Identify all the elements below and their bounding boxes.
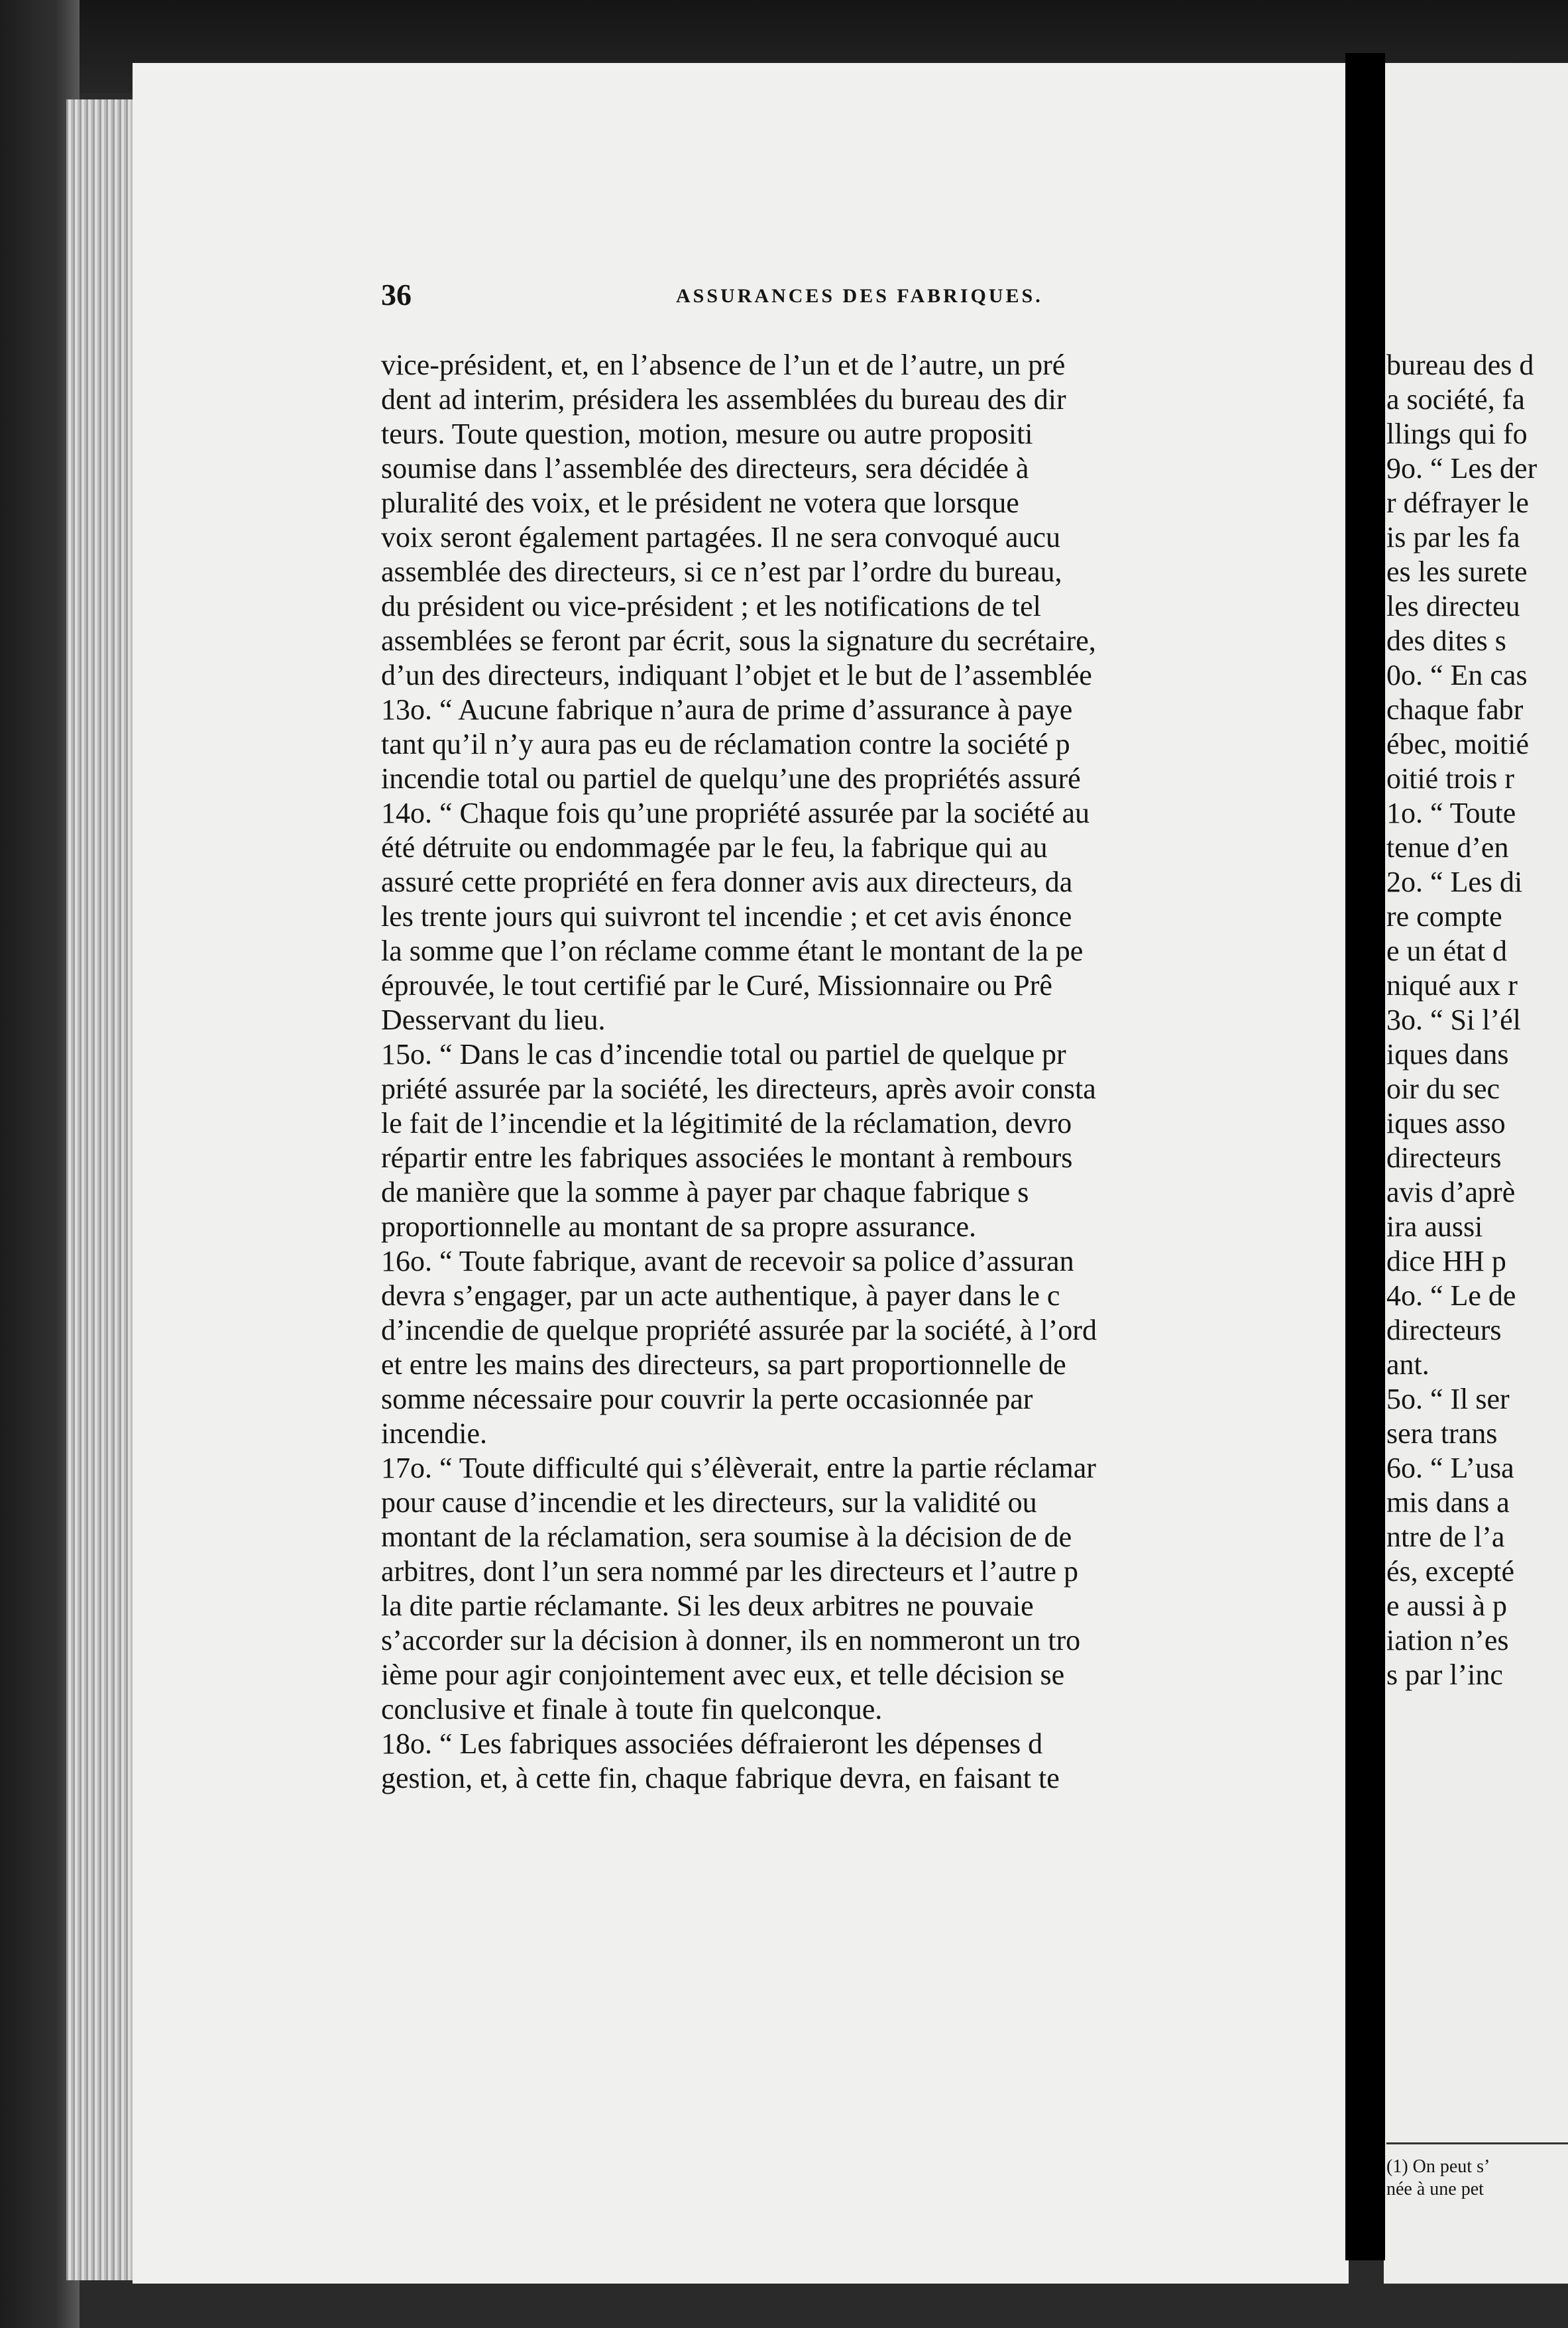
- text-line: répartir entre les fabriques associées le montant à rembours: [381, 1141, 1073, 1174]
- page-edges: [66, 99, 139, 2280]
- text-line: 2o. “ Les di: [1386, 866, 1523, 898]
- text-line: 17o. “ Toute difficulté qui s’élèverait, entre la partie réclamar: [381, 1452, 1096, 1484]
- text-line: iation n’es: [1386, 1624, 1509, 1657]
- text-line: bureau des d: [1386, 349, 1534, 381]
- text-line: ébec, moitié: [1386, 728, 1530, 760]
- text-line: vice-président, et, en l’absence de l’un et de l’autre, un pré: [381, 349, 1066, 381]
- text-line: les trente jours qui suivront tel incendie ; et cet avis énonce: [381, 900, 1072, 933]
- text-line: tant qu’il n’y aura pas eu de réclamation contre la société p: [381, 728, 1070, 760]
- text-line: 3o. “ Si l’él: [1386, 1004, 1521, 1036]
- text-line: incendie total ou partiel de quelqu’une des propriétés assuré: [381, 762, 1081, 795]
- text-line: oir du sec: [1386, 1073, 1500, 1105]
- text-line: e un état d: [1386, 935, 1508, 967]
- text-line: és, excepté: [1386, 1555, 1514, 1588]
- book-gutter: [1345, 53, 1385, 2260]
- text-line: 16o. “ Toute fabrique, avant de recevoir sa police d’assuran: [381, 1245, 1074, 1277]
- text-line: ira aussi: [1386, 1210, 1483, 1243]
- text-line: 0o. “ En cas: [1386, 659, 1528, 691]
- text-line: iques dans: [1386, 1038, 1509, 1071]
- text-line: is par les fa: [1386, 521, 1520, 553]
- text-line: s par l’inc: [1386, 1659, 1503, 1691]
- text-line: assemblées se feront par écrit, sous la signature du secrétaire,: [381, 624, 1096, 657]
- text-line: montant de la réclamation, sera soumise à la décision de de: [381, 1521, 1072, 1553]
- text-line: 13o. “ Aucune fabrique n’aura de prime d’assurance à paye: [381, 693, 1073, 726]
- text-line: arbitres, dont l’un sera nommé par les directeurs et l’autre p: [381, 1555, 1078, 1588]
- text-line: re compte: [1386, 900, 1502, 933]
- text-line: sera trans: [1386, 1417, 1498, 1450]
- text-line: niqué aux r: [1386, 969, 1518, 1002]
- text-line: avis d’aprè: [1386, 1176, 1516, 1208]
- text-line: assemblée des directeurs, si ce n’est par l’ordre du bureau,: [381, 555, 1062, 588]
- text-line: a société, fa: [1386, 383, 1525, 416]
- text-line: et entre les mains des directeurs, sa part proportionnelle de: [381, 1348, 1066, 1381]
- text-line: ant.: [1386, 1348, 1429, 1381]
- text-line: iques asso: [1386, 1107, 1506, 1139]
- text-line: 15o. “ Dans le cas d’incendie total ou partiel de quelque pr: [381, 1038, 1066, 1071]
- text-line: d’incendie de quelque propriété assurée par la société, à l’ord: [381, 1314, 1097, 1346]
- text-line: 4o. “ Le de: [1386, 1279, 1516, 1312]
- text-line: soumise dans l’assemblée des directeurs, sera décidée à: [381, 452, 1029, 485]
- text-line: gestion, et, à cette fin, chaque fabrique devra, en faisant te: [381, 1762, 1060, 1794]
- footnote-line: (1) On peut s’: [1386, 2156, 1490, 2177]
- text-line: 14o. “ Chaque fois qu’une propriété assurée par la société au: [381, 797, 1090, 829]
- text-line: éprouvée, le tout certifié par le Curé, Missionnaire ou Prê: [381, 969, 1052, 1002]
- text-line: Desservant du lieu.: [381, 1004, 606, 1036]
- text-line: directeurs: [1386, 1141, 1502, 1174]
- text-line: incendie.: [381, 1417, 488, 1450]
- page-number: 36: [381, 278, 412, 312]
- text-line: pluralité des voix, et le président ne votera que lorsque: [381, 487, 1019, 519]
- text-line: le fait de l’incendie et la légitimité de la réclamation, devro: [381, 1107, 1072, 1139]
- text-line: la dite partie réclamante. Si les deux arbitres ne pouvaie: [381, 1590, 1034, 1622]
- text-line: ième pour agir conjointement avec eux, et telle décision se: [381, 1659, 1065, 1691]
- text-line: 9o. “ Les der: [1386, 452, 1538, 485]
- text-line: r défrayer le: [1386, 487, 1529, 519]
- text-line: été détruite ou endommagée par le feu, la fabrique qui au: [381, 831, 1048, 864]
- text-line: les directeu: [1386, 590, 1520, 622]
- page-header: [381, 277, 1345, 317]
- text-line: mis dans a: [1386, 1486, 1510, 1519]
- text-line: directeurs: [1386, 1314, 1502, 1346]
- text-line: d’un des directeurs, indiquant l’objet et le but de l’assemblée: [381, 659, 1092, 691]
- text-line: es les surete: [1386, 555, 1528, 588]
- text-line: voix seront également partagées. Il ne sera convoqué aucu: [381, 521, 1061, 553]
- text-line: s’accorder sur la décision à donner, ils en nommeront un tro: [381, 1624, 1081, 1657]
- text-line: de manière que la somme à payer par chaque fabrique s: [381, 1176, 1029, 1208]
- text-line: priété assurée par la société, les directeurs, après avoir consta: [381, 1073, 1096, 1105]
- text-line: pour cause d’incendie et les directeurs, sur la validité ou: [381, 1486, 1037, 1519]
- text-line: e aussi à p: [1386, 1590, 1508, 1622]
- footnote-line: née à une pet: [1386, 2179, 1484, 2199]
- text-line: dice HH p: [1386, 1245, 1506, 1277]
- right-page-body-text: [1386, 348, 1568, 1692]
- text-line: assuré cette propriété en fera donner avis aux directeurs, da: [381, 866, 1073, 898]
- text-line: teurs. Toute question, motion, mesure ou autre propositi: [381, 418, 1033, 450]
- right-page-footnote: [1386, 2156, 1568, 2201]
- text-line: du président ou vice-président ; et les notifications de tel: [381, 590, 1041, 622]
- text-line: proportionnelle au montant de sa propre assurance.: [381, 1210, 977, 1243]
- text-line: 6o. “ L’usa: [1386, 1452, 1514, 1484]
- text-line: 18o. “ Les fabriques associées défraieront les dépenses d: [381, 1727, 1043, 1760]
- text-line: des dites s: [1386, 624, 1506, 657]
- text-line: dent ad interim, présidera les assemblées du bureau des dir: [381, 383, 1066, 416]
- text-line: chaque fabr: [1386, 693, 1524, 726]
- text-line: devra s’engager, par un acte authentique, à payer dans le c: [381, 1279, 1060, 1312]
- text-line: llings qui fo: [1386, 418, 1528, 450]
- running-title: ASSURANCES DES FABRIQUES.: [676, 285, 1043, 307]
- text-line: conclusive et finale à toute fin quelconque.: [381, 1693, 883, 1725]
- text-line: 1o. “ Toute: [1386, 797, 1516, 829]
- footnote-rule: [1386, 2142, 1568, 2144]
- text-line: 5o. “ Il ser: [1386, 1383, 1510, 1415]
- left-page-body-text: [381, 348, 1345, 1796]
- text-line: tenue d’en: [1386, 831, 1509, 864]
- text-line: ntre de l’a: [1386, 1521, 1505, 1553]
- text-line: somme nécessaire pour couvrir la perte occasionnée par: [381, 1383, 1033, 1415]
- text-line: oitié trois r: [1386, 762, 1515, 795]
- text-line: la somme que l’on réclame comme étant le montant de la pe: [381, 935, 1084, 967]
